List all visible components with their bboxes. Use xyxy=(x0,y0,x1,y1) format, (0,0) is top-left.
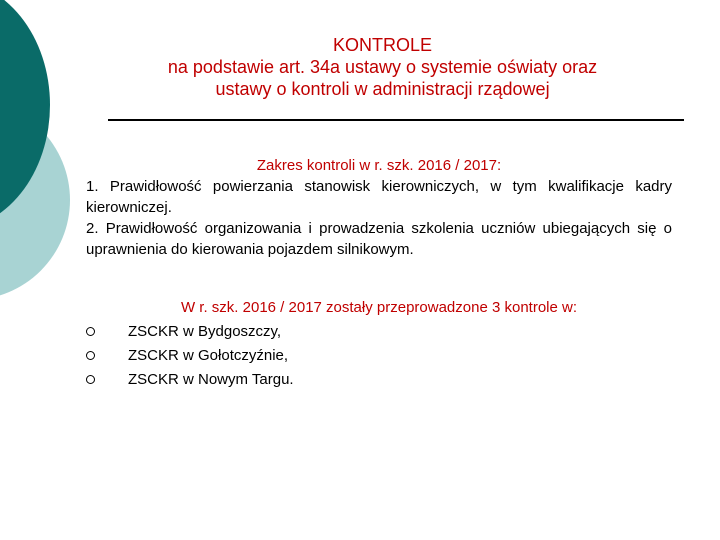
list-item-text: ZSCKR w Nowym Targu. xyxy=(128,371,294,388)
title-divider xyxy=(108,119,684,121)
list-item xyxy=(86,344,672,368)
inspections-section xyxy=(86,296,672,392)
slide-title xyxy=(100,34,665,100)
inspections-list xyxy=(86,320,672,392)
title-line-3: ustawy o kontroli w administracji rządowej xyxy=(215,79,550,99)
scope-section xyxy=(86,155,672,260)
scope-item-1: 1. Prawidłowość powierzania stanowisk kierowniczych, w tym kwalifikacje kadry kierowniczej. xyxy=(86,178,672,216)
list-item-text: ZSCKR w Gołotczyźnie, xyxy=(128,347,289,364)
circle-bullet-icon xyxy=(86,327,95,336)
inspections-heading: W r. szk. 2016 / 2017 zostały przeprowadzone 3 kontrole w: xyxy=(180,299,578,316)
circle-bullet-icon xyxy=(86,351,95,360)
list-item xyxy=(86,320,672,344)
title-line-1: KONTROLE xyxy=(332,35,433,55)
circle-bullet-icon xyxy=(86,375,95,384)
list-item-text: ZSCKR w Bydgoszczy, xyxy=(128,323,282,340)
scope-item-2: 2. Prawidłowość organizowania i prowadzenia szkolenia uczniów ubiegających się o uprawnienia do kierowania pojazdem silnikowym. xyxy=(86,220,672,258)
list-item xyxy=(86,368,672,392)
title-line-2: na podstawie art. 34a ustawy o systemie oświaty oraz xyxy=(167,57,598,77)
scope-heading: Zakres kontroli w r. szk. 2016 / 2017: xyxy=(256,157,502,174)
